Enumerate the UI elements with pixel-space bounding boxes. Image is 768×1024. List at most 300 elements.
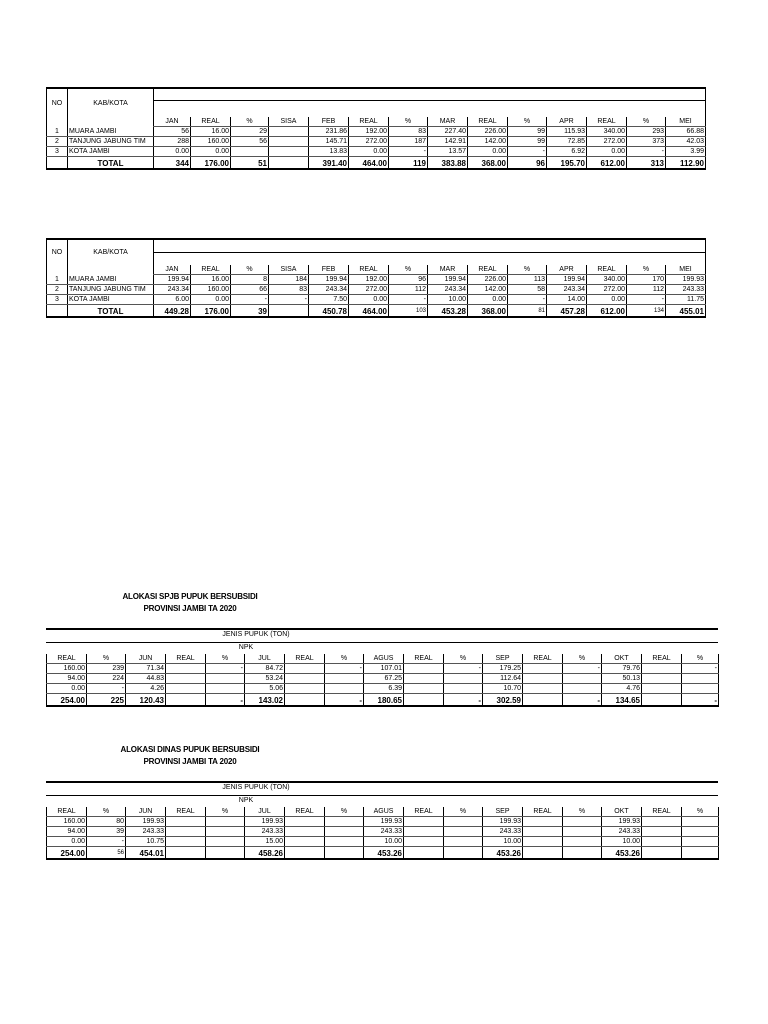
total-cell: 176.00	[191, 305, 231, 318]
table-cell: 243.33	[602, 827, 642, 837]
table-cell	[682, 674, 719, 684]
total-cell: 302.59	[483, 694, 523, 707]
table-cell: 0.00	[349, 295, 389, 305]
section4-jenis-label: JENIS PUPUK (TON)	[222, 784, 290, 791]
column-header: %	[325, 654, 364, 664]
total-cell	[47, 305, 68, 318]
table-cell: TANJUNG JABUNG TIM	[68, 285, 154, 295]
header-real: REAL	[587, 265, 627, 275]
total-row	[47, 694, 719, 707]
table-cell	[642, 827, 682, 837]
table-cell	[404, 817, 444, 827]
table-cell	[523, 837, 563, 847]
table-row	[47, 127, 706, 137]
header-pct: %	[508, 265, 547, 275]
table-cell	[166, 684, 206, 694]
table-cell: 99	[508, 127, 547, 137]
header-pct: %	[231, 265, 269, 275]
table-cell: 192.00	[349, 127, 389, 137]
table2-body	[47, 275, 706, 318]
table-cell: 42.03	[666, 137, 706, 147]
table-cell: 3	[47, 295, 68, 305]
table-cell: 243.33	[666, 285, 706, 295]
table-cell	[563, 837, 602, 847]
table-cell	[206, 837, 245, 847]
table-cell: 10.75	[126, 837, 166, 847]
header-cell	[68, 265, 154, 275]
total-cell: 458.26	[245, 847, 285, 860]
table-cell: 53.24	[245, 674, 285, 684]
table-cell: 373	[627, 137, 666, 147]
column-header: OKT	[602, 654, 642, 664]
table-cell: 15.00	[245, 837, 285, 847]
total-row	[47, 157, 706, 170]
table-cell: 243.33	[364, 827, 404, 837]
column-header: JUL	[245, 807, 285, 817]
table-cell	[285, 817, 325, 827]
table-cell: 293	[627, 127, 666, 137]
column-header: JUN	[126, 654, 166, 664]
table-cell: 80	[87, 817, 126, 827]
column-header: %	[87, 807, 126, 817]
total-cell: 176.00	[191, 157, 231, 170]
table2-header-row	[47, 239, 706, 265]
table-cell: 0.00	[587, 295, 627, 305]
total-cell: 383.88	[428, 157, 468, 170]
table-cell	[682, 817, 719, 827]
total-cell	[325, 847, 364, 860]
table-cell: 160.00	[191, 137, 231, 147]
table-cell	[642, 684, 682, 694]
table-cell	[166, 837, 206, 847]
table-cell: 187	[389, 137, 428, 147]
column-header: %	[444, 807, 483, 817]
table-cell	[682, 827, 719, 837]
total-cell: 112.90	[666, 157, 706, 170]
column-header: %	[563, 807, 602, 817]
table-cell	[206, 827, 245, 837]
table-cell: -	[682, 664, 719, 674]
total-cell: 464.00	[349, 305, 389, 318]
table-cell	[523, 684, 563, 694]
table-cell	[682, 837, 719, 847]
table-cell: 243.33	[483, 827, 523, 837]
total-cell	[285, 847, 325, 860]
table-cell: 99	[508, 137, 547, 147]
header-pct: %	[231, 117, 269, 127]
table-cell: 13.83	[309, 147, 349, 157]
column-header: REAL	[166, 654, 206, 664]
total-cell: -	[206, 694, 245, 707]
table-cell: 83	[389, 127, 428, 137]
table-cell	[404, 827, 444, 837]
total-cell: 39	[231, 305, 269, 318]
table-row	[47, 285, 706, 295]
table-cell: 113	[508, 275, 547, 285]
column-header: REAL	[642, 654, 682, 664]
table-row	[47, 147, 706, 157]
header-row	[47, 654, 719, 664]
section4-npk-label: NPK	[238, 797, 254, 804]
total-cell: -	[563, 694, 602, 707]
table-cell: 243.33	[245, 827, 285, 837]
table-cell: 199.93	[602, 817, 642, 827]
total-cell: 457.28	[547, 305, 587, 318]
table-cell: 184	[269, 275, 309, 285]
table-cell	[563, 827, 602, 837]
section3-npk-label: NPK	[238, 644, 254, 651]
column-header: %	[444, 654, 483, 664]
table-cell: 56	[231, 137, 269, 147]
total-cell: 612.00	[587, 305, 627, 318]
table-cell: 2	[47, 137, 68, 147]
table-cell: 8	[231, 275, 269, 285]
table-cell: 142.00	[468, 137, 508, 147]
table-cell: 10.00	[483, 837, 523, 847]
section3-table	[46, 654, 719, 707]
table-cell: -	[389, 147, 428, 157]
table-cell: 199.93	[245, 817, 285, 827]
table-cell: 243.34	[547, 285, 587, 295]
table-cell: 142.91	[428, 137, 468, 147]
column-header: SEP	[483, 654, 523, 664]
section3-body	[47, 654, 719, 706]
table-cell: -	[231, 295, 269, 305]
header-pct: %	[389, 265, 428, 275]
table-cell	[563, 684, 602, 694]
total-cell: 464.00	[349, 157, 389, 170]
header-jan: JAN	[154, 117, 191, 127]
table-cell: 112.64	[483, 674, 523, 684]
table-cell	[642, 837, 682, 847]
table2-month-row	[47, 265, 706, 275]
header-no: NO	[47, 88, 68, 117]
table-cell: 160.00	[47, 817, 87, 827]
total-cell: 391.40	[309, 157, 349, 170]
column-header: %	[325, 807, 364, 817]
table-cell: 145.71	[309, 137, 349, 147]
table-cell	[404, 664, 444, 674]
table-cell: 10.00	[428, 295, 468, 305]
table-cell: 7.50	[309, 295, 349, 305]
total-row	[47, 847, 719, 860]
table-cell	[444, 674, 483, 684]
table-cell	[269, 147, 309, 157]
table-cell: 0.00	[468, 295, 508, 305]
total-cell: 103	[389, 305, 428, 318]
table-cell: 243.33	[126, 827, 166, 837]
table-cell: 199.93	[364, 817, 404, 827]
table-cell: 56	[154, 127, 191, 137]
table-cell: 199.94	[547, 275, 587, 285]
column-header: REAL	[523, 654, 563, 664]
table-cell	[682, 684, 719, 694]
table-cell: 243.34	[309, 285, 349, 295]
total-cell: 134	[627, 305, 666, 318]
column-header: %	[682, 807, 719, 817]
table-cell: -	[389, 295, 428, 305]
table-cell: 340.00	[587, 275, 627, 285]
header-kab-kota: KAB/KOTA	[68, 239, 154, 265]
total-cell: -	[682, 694, 719, 707]
table-cell: 10.00	[364, 837, 404, 847]
table-cell	[325, 684, 364, 694]
table-cell: 6.39	[364, 684, 404, 694]
total-cell	[523, 847, 563, 860]
total-cell: 454.01	[126, 847, 166, 860]
table-cell	[285, 837, 325, 847]
section4-title-line2: PROVINSI JAMBI TA 2020	[143, 757, 237, 766]
table-cell: 10.70	[483, 684, 523, 694]
table-cell	[325, 837, 364, 847]
total-cell: 143.02	[245, 694, 285, 707]
table-cell	[444, 837, 483, 847]
total-cell: 51	[231, 157, 269, 170]
table-cell: -	[508, 295, 547, 305]
table-cell	[285, 674, 325, 684]
table1-header-row	[47, 88, 706, 117]
table-cell	[269, 127, 309, 137]
table-cell: 142.00	[468, 285, 508, 295]
table-cell: 79.76	[602, 664, 642, 674]
table-cell	[523, 827, 563, 837]
table-cell: 160.00	[47, 664, 87, 674]
table-cell: 0.00	[191, 295, 231, 305]
table-cell: 3	[47, 147, 68, 157]
column-header: AGUS	[364, 807, 404, 817]
total-cell: 120.43	[126, 694, 166, 707]
table-cell: 199.93	[483, 817, 523, 827]
column-header: REAL	[404, 807, 444, 817]
header-real: REAL	[191, 265, 231, 275]
column-header: REAL	[47, 654, 87, 664]
header-mar: MAR	[428, 265, 468, 275]
total-cell	[642, 694, 682, 707]
table-cell: 50.13	[602, 674, 642, 684]
table-cell	[563, 817, 602, 827]
total-cell: 96	[508, 157, 547, 170]
table-cell: 107.01	[364, 664, 404, 674]
header-row	[47, 807, 719, 817]
table-cell	[166, 827, 206, 837]
total-cell: 56	[87, 847, 126, 860]
total-cell: 453.28	[428, 305, 468, 318]
total-cell	[166, 694, 206, 707]
table-cell	[523, 817, 563, 827]
table-cell: 160.00	[191, 285, 231, 295]
header-pct: %	[389, 117, 428, 127]
total-cell	[444, 847, 483, 860]
section4-body	[47, 807, 719, 859]
table-cell: -	[269, 295, 309, 305]
total-cell	[682, 847, 719, 860]
table-cell: 112	[627, 285, 666, 295]
column-header: REAL	[47, 807, 87, 817]
table-cell: 39	[87, 827, 126, 837]
total-cell	[404, 694, 444, 707]
section4-table	[46, 807, 719, 860]
header-real: REAL	[587, 117, 627, 127]
column-header: REAL	[285, 807, 325, 817]
column-header: REAL	[166, 807, 206, 817]
total-cell	[166, 847, 206, 860]
total-cell: TOTAL	[68, 157, 154, 170]
total-cell: 612.00	[587, 157, 627, 170]
table-cell: 272.00	[587, 137, 627, 147]
table-cell: 96	[389, 275, 428, 285]
table-cell: 3.99	[666, 147, 706, 157]
section3-top-line	[46, 628, 718, 630]
header-jan: JAN	[154, 265, 191, 275]
table-cell: -	[87, 684, 126, 694]
total-cell: 180.65	[364, 694, 404, 707]
table-cell: 199.93	[126, 817, 166, 827]
table-cell: KOTA JAMBI	[68, 295, 154, 305]
table-cell: -	[508, 147, 547, 157]
table-cell	[325, 674, 364, 684]
table-cell	[642, 674, 682, 684]
table-cell	[166, 664, 206, 674]
table-cell: -	[206, 664, 245, 674]
column-header: SEP	[483, 807, 523, 817]
total-cell: 313	[627, 157, 666, 170]
table-cell	[404, 674, 444, 684]
section4-title-line1: ALOKASI DINAS PUPUK BERSUBSIDI	[120, 745, 260, 754]
header-feb: FEB	[309, 265, 349, 275]
section3-jenis-label: JENIS PUPUK (TON)	[222, 631, 290, 638]
column-header: REAL	[523, 807, 563, 817]
table-row	[47, 275, 706, 285]
header-pct: %	[627, 265, 666, 275]
table-cell: 243.34	[428, 285, 468, 295]
table-row	[47, 684, 719, 694]
table-cell: -	[563, 664, 602, 674]
header-cell	[47, 117, 68, 127]
table-cell: 112	[389, 285, 428, 295]
table-cell: 6.92	[547, 147, 587, 157]
section4-line-2	[46, 795, 718, 796]
column-header: %	[87, 654, 126, 664]
table-cell: -	[627, 295, 666, 305]
table-cell: 1	[47, 127, 68, 137]
header-real: REAL	[468, 117, 508, 127]
table-row	[47, 827, 719, 837]
table-cell: 83	[269, 285, 309, 295]
total-cell: 81	[508, 305, 547, 318]
header-mar: MAR	[428, 117, 468, 127]
total-cell: 453.26	[602, 847, 642, 860]
total-cell: 195.70	[547, 157, 587, 170]
total-cell: 344	[154, 157, 191, 170]
table-cell: 29	[231, 127, 269, 137]
table-cell: 170	[627, 275, 666, 285]
column-header: %	[563, 654, 602, 664]
table-cell: 11.75	[666, 295, 706, 305]
table-cell: -	[87, 837, 126, 847]
header-cell	[47, 265, 68, 275]
total-cell: 453.26	[364, 847, 404, 860]
total-cell: 368.00	[468, 157, 508, 170]
table-cell: 4.26	[126, 684, 166, 694]
total-cell: 449.28	[154, 305, 191, 318]
total-cell	[404, 847, 444, 860]
total-cell	[642, 847, 682, 860]
table-cell: 226.00	[468, 127, 508, 137]
section3-title-line1: ALOKASI SPJB PUPUK BERSUBSIDI	[122, 592, 258, 601]
header-kab-kota: KAB/KOTA	[68, 88, 154, 117]
table-cell	[444, 684, 483, 694]
header-real: REAL	[349, 117, 389, 127]
total-row	[47, 305, 706, 318]
column-header: REAL	[285, 654, 325, 664]
table-cell	[642, 664, 682, 674]
section4-top-line	[46, 781, 718, 783]
total-cell: 453.26	[483, 847, 523, 860]
total-cell: -	[325, 694, 364, 707]
header-real: REAL	[468, 265, 508, 275]
table-cell: 16.00	[191, 275, 231, 285]
table-cell	[563, 674, 602, 684]
table-cell	[523, 664, 563, 674]
table-cell: 0.00	[349, 147, 389, 157]
table-cell	[231, 147, 269, 157]
table-cell	[325, 827, 364, 837]
table-row	[47, 674, 719, 684]
table-cell: -	[444, 664, 483, 674]
table-cell: 272.00	[349, 137, 389, 147]
table-cell	[444, 827, 483, 837]
table-cell: 199.93	[666, 275, 706, 285]
header-mei: MEI	[666, 117, 706, 127]
table-cell	[206, 684, 245, 694]
table-cell	[206, 674, 245, 684]
total-cell	[47, 157, 68, 170]
header-real: REAL	[191, 117, 231, 127]
table-cell	[269, 137, 309, 147]
table-cell: 0.00	[47, 837, 87, 847]
table-cell	[325, 817, 364, 827]
table-cell: MUARA JAMBI	[68, 127, 154, 137]
total-cell: TOTAL	[68, 305, 154, 318]
table-cell: 0.00	[191, 147, 231, 157]
total-cell	[523, 694, 563, 707]
table-cell: 231.86	[309, 127, 349, 137]
table-cell: KOTA JAMBI	[68, 147, 154, 157]
table-cell: 239	[87, 664, 126, 674]
total-cell	[269, 157, 309, 170]
column-header: %	[206, 807, 245, 817]
table-cell: MUARA JAMBI	[68, 275, 154, 285]
table-cell: 0.00	[587, 147, 627, 157]
table-row	[47, 837, 719, 847]
table1-body	[47, 127, 706, 170]
table-row	[47, 817, 719, 827]
table-row	[47, 295, 706, 305]
header-real: REAL	[349, 265, 389, 275]
header-sisa: SISA	[269, 265, 309, 275]
header-span	[154, 239, 706, 265]
table-cell: 192.00	[349, 275, 389, 285]
table-cell: 0.00	[154, 147, 191, 157]
table-cell: 199.94	[428, 275, 468, 285]
table-cell	[404, 684, 444, 694]
total-cell	[285, 694, 325, 707]
header-pct: %	[627, 117, 666, 127]
table-cell: 199.94	[309, 275, 349, 285]
header-apr: APR	[547, 265, 587, 275]
table-cell: 226.00	[468, 275, 508, 285]
header-sisa: SISA	[269, 117, 309, 127]
